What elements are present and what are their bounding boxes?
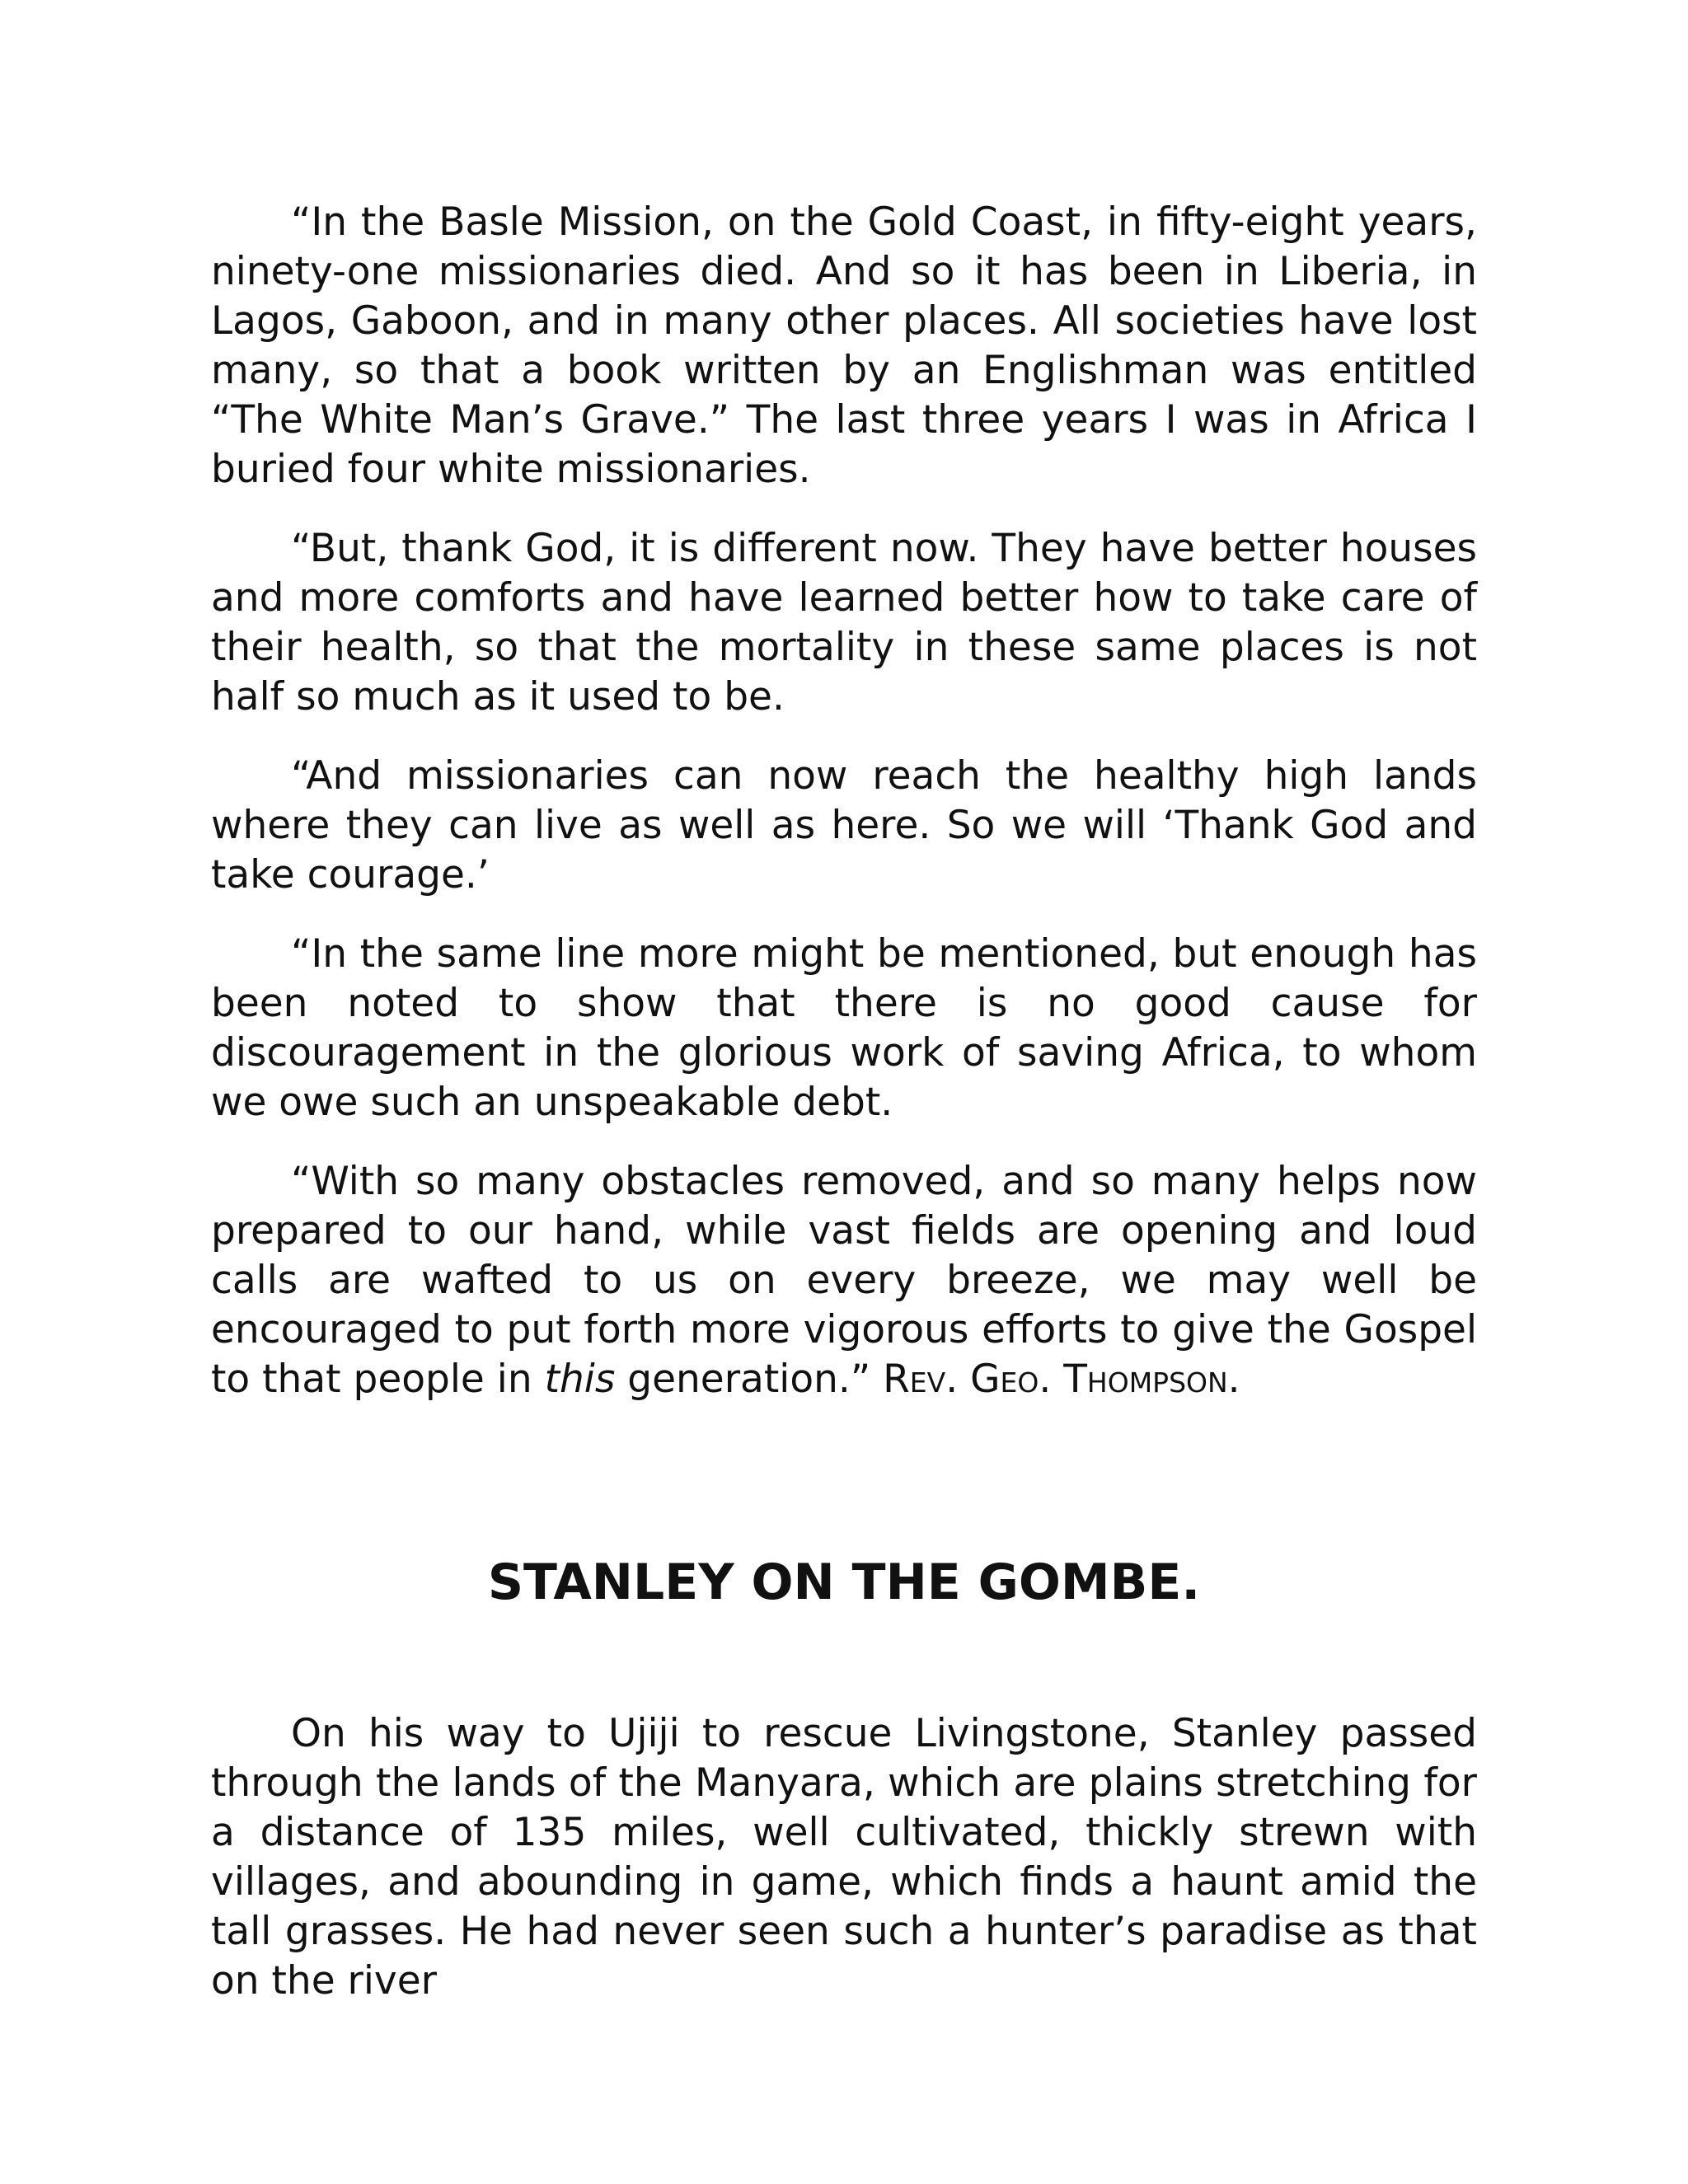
section-heading: STANLEY ON THE GOMBE. [487,1554,1201,1611]
paragraph-obstacles-removed [211,1157,1477,1404]
body-text-block [211,198,1477,494]
body-text-block [211,1157,1477,1404]
emphasized-word: this [544,1357,616,1402]
body-text-block [211,524,1477,722]
body-text-block [211,1709,1477,2004]
body-text-block [211,930,1477,1127]
paragraph-thank-god: “But, thank God, it is different now. They have better houses and more comforts and have learned better how to take care of their health, so that the mortality in these same places is not half so much as it used to be. [211,526,1477,719]
paragraph-basle-mission: “In the Basle Mission, on the Gold Coast, in fifty-eight years, ninety-one missionaries died. And so it has been in Liberia, in Lagos, Gaboon, and in many other places. All societies have lost many, so that a book written by an Englishman was entitled “The White Man’s Grave.” The last three years I was in Africa I buried four white missionaries. [211,199,1477,492]
paragraph-text: “With so many obstacles removed, and so many helps now prepared to our hand, while vast fields are opening and loud calls are wafted to us on every breeze, we may well be encouraged to put forth more vigorous efforts to give the Gospel to that people in [211,1159,1477,1402]
body-text-block [211,752,1477,900]
paragraph-same-line: “In the same line more might be mentioned, but enough has been noted to show that there is no good cause for discouragement in the glorious work of saving Africa, to whom we owe such an unspeakable debt. [211,931,1477,1125]
paragraph-text: generation.” [615,1357,884,1402]
paragraph-healthy-high-lands: “And missionaries can now reach the healthy high lands where they can live as well as here. So we will ‘Thank God and take courage.’ [211,753,1477,898]
paragraph-stanley-gombe: On his way to Ujiji to rescue Livingstone, Stanley passed through the lands of the Manyara, which are plains stretching for a distance of 135 miles, well cultivated, thickly strewn with villages, and abounding in game, which finds a haunt amid the tall grasses. He had never seen such a hunter’s paradise as that on the river [211,1711,1477,2004]
author-signature: Rev. Geo. Thompson. [883,1357,1240,1402]
